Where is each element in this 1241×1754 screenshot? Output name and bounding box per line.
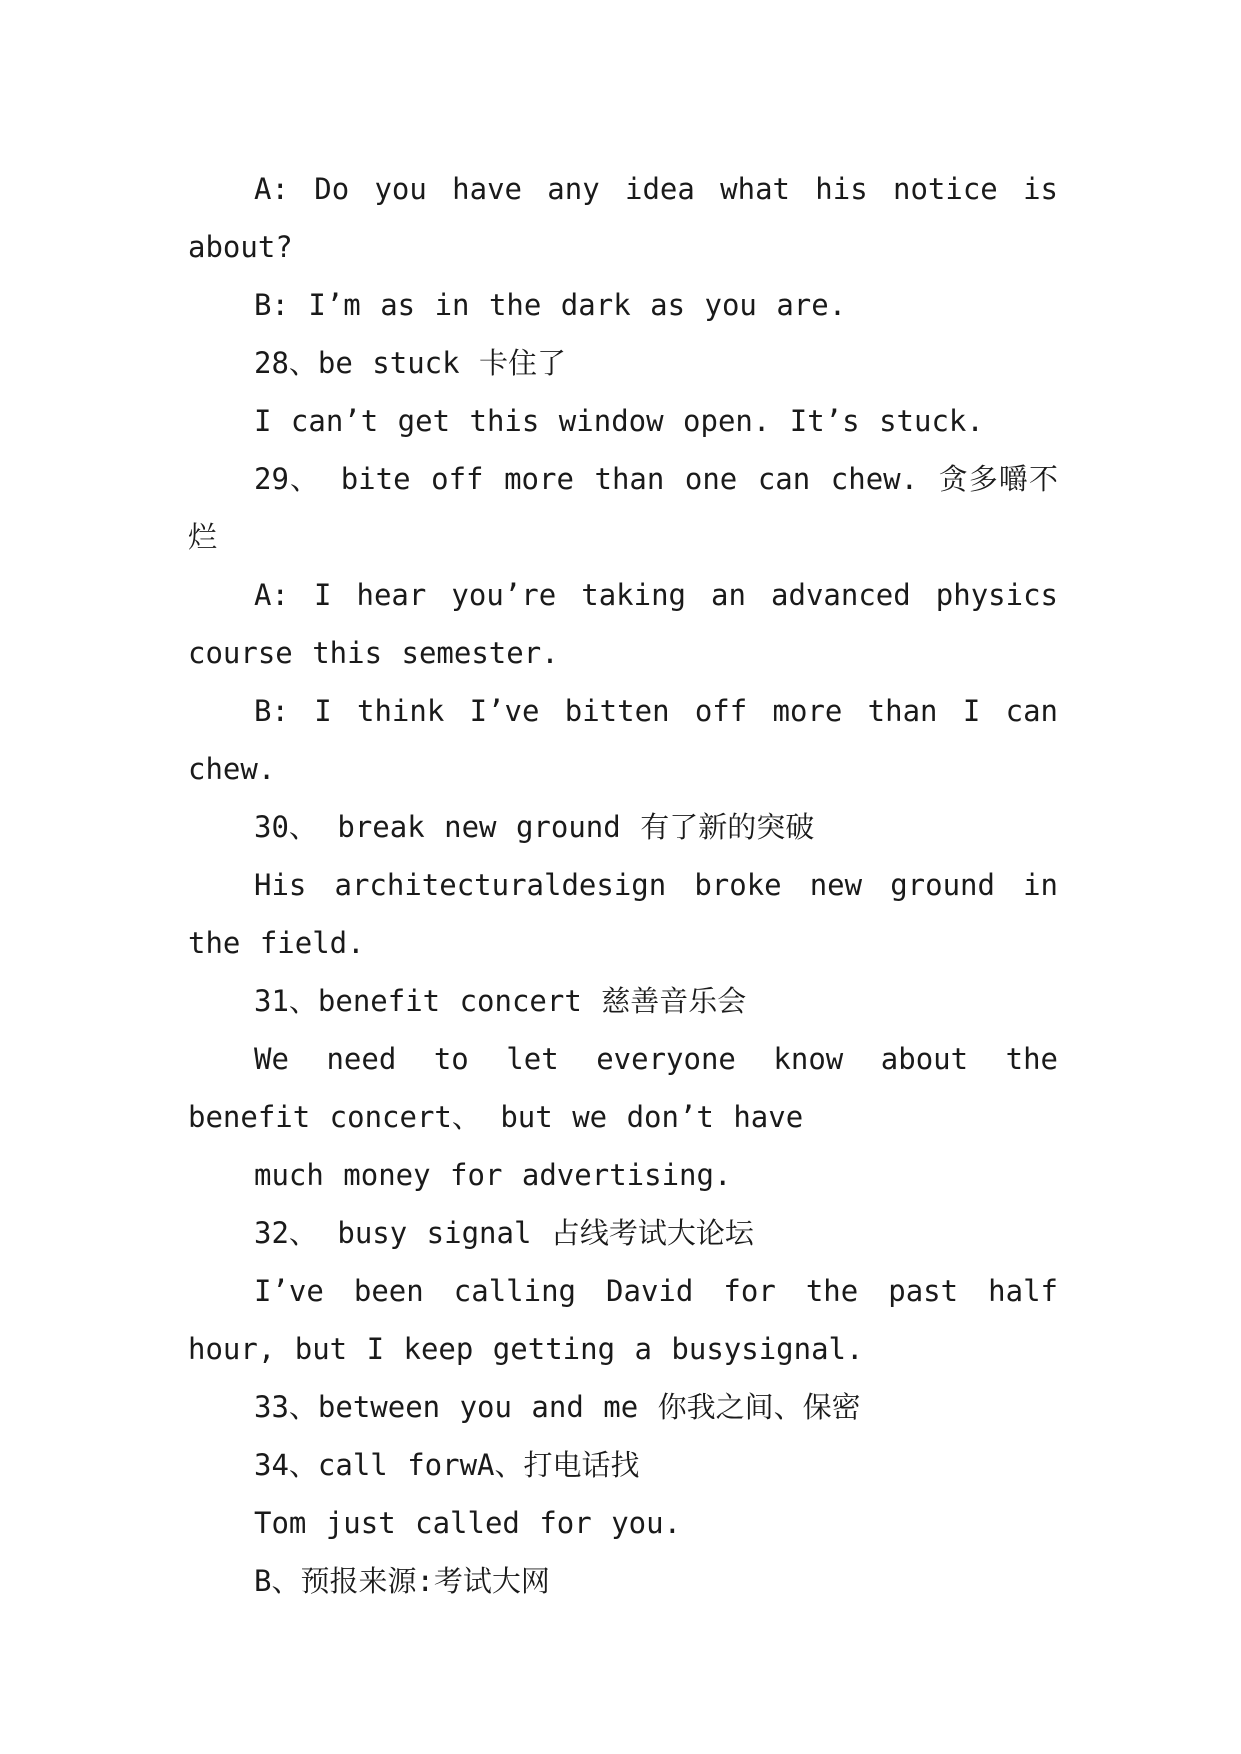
- entry-32-heading: 32、 busy signal 占线考试大论坛: [254, 1216, 754, 1250]
- entry-30-example: His architecturaldesign broke new ground in the field.: [188, 868, 1058, 960]
- dialogue-a-notice: A: Do you have any idea what his notice is about?: [188, 172, 1058, 264]
- entry-29-heading: 29、 bite off more than one can chew. 贪多嚼不烂: [188, 462, 1058, 554]
- entry-31-example: We need to let everyone know about the benefit concert、 but we don’t have: [188, 1042, 1058, 1134]
- entry-30-heading: 30、 break new ground 有了新的突破: [254, 810, 815, 844]
- entry-32-example: I’ve been calling David for the past half hour, but I keep getting a busysignal.: [188, 1274, 1058, 1366]
- document-body: [188, 160, 1058, 1610]
- entry-31-heading: 31、benefit concert 慈善音乐会: [254, 984, 747, 1018]
- entry-31-example-continued: much money for advertising.: [254, 1158, 732, 1192]
- entry-28-heading: 28、be stuck 卡住了: [254, 346, 567, 380]
- entry-28-example: I can’t get this window open. It’s stuck.: [254, 404, 984, 438]
- dialogue-a-physics: A: I hear you’re taking an advanced physics course this semester.: [188, 578, 1058, 670]
- entry-34-heading: 34、call forwA、打电话找: [254, 1448, 640, 1482]
- source-note: B、预报来源:考试大网: [254, 1564, 550, 1598]
- dialogue-b-dark: B: I’m as in the dark as you are.: [254, 288, 847, 322]
- dialogue-b-chew: B: I think I’ve bitten off more than I can chew.: [188, 694, 1058, 786]
- entry-34-example: Tom just called for you.: [254, 1506, 682, 1540]
- entry-33-heading: 33、between you and me 你我之间、保密: [254, 1390, 861, 1424]
